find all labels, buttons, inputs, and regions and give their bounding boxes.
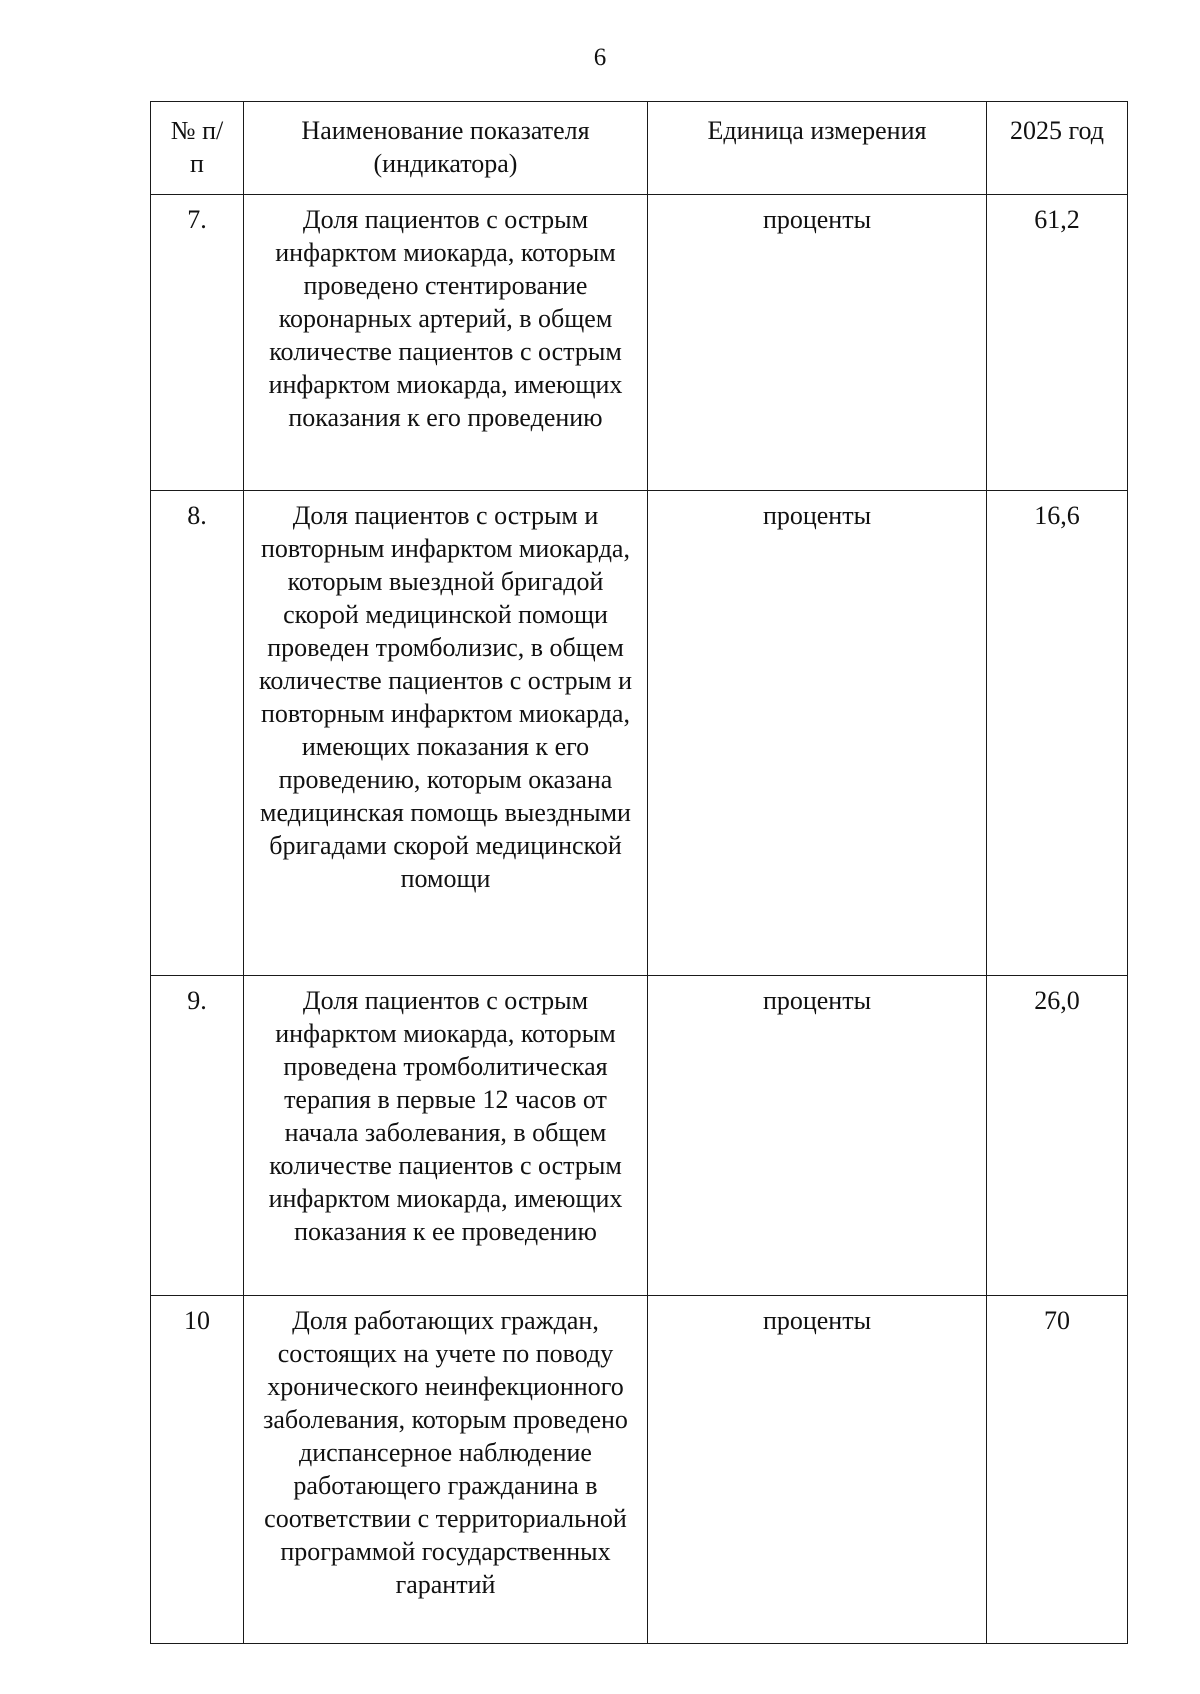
row-num: 8.: [151, 491, 244, 976]
header-year-label: 2025 год: [1010, 116, 1104, 145]
header-unit-label: Единица измерения: [707, 116, 927, 145]
table-row: [151, 1296, 1128, 1644]
row-name-text: Доля работающих граждан, состоящих на учете по поводу хронического неинфекционного заболевания, которым проведено диспансерное наблюдение работающего гражданина в соответствии с территориальной программой государственных гарантий: [263, 1306, 628, 1599]
row-unit: проценты: [648, 491, 987, 976]
header-num: [151, 102, 244, 195]
row-name-text: Доля пациентов с острым инфарктом миокарда, которым проведено стентирование коронарных артерий, в общем количестве пациентов с острым инфарктом миокарда, имеющих показания к его проведению: [268, 205, 623, 432]
header-num-label: № п/п: [170, 116, 224, 178]
row-num: 7.: [151, 195, 244, 491]
row-name: [244, 491, 648, 976]
header-year: [987, 102, 1128, 195]
header-unit: [648, 102, 987, 195]
table-row: [151, 976, 1128, 1296]
header-name: [244, 102, 648, 195]
row-name: [244, 195, 648, 491]
row-name: [244, 976, 648, 1296]
row-name-text: Доля пациентов с острым инфарктом миокарда, которым проведена тромболитическая терапия в первые 12 часов от начала заболевания, в общем количестве пациентов с острым инфарктом миокарда, имеющих показания к ее проведению: [268, 986, 623, 1246]
row-num: 9.: [151, 976, 244, 1296]
row-unit: проценты: [648, 976, 987, 1296]
row-value: 61,2: [987, 195, 1128, 491]
row-unit: проценты: [648, 195, 987, 491]
page-number: 6: [593, 44, 607, 71]
row-value: 26,0: [987, 976, 1128, 1296]
indicators-table: [150, 101, 1128, 1644]
header-name-label: Наименование показателя (индикатора): [301, 116, 590, 178]
row-value: 16,6: [987, 491, 1128, 976]
row-name: [244, 1296, 648, 1644]
row-value: 70: [987, 1296, 1128, 1644]
row-name-text: Доля пациентов с острым и повторным инфарктом миокарда, которым выездной бригадой скорой медицинской помощи проведен тромболизис, в общем количестве пациентов с острым и повторным инфарктом миокарда, имеющих показания к его проведению, которым оказана медицинская помощь выездными бригадами скорой медицинской помощи: [259, 501, 632, 893]
table-header-row: [151, 102, 1128, 195]
table-row: [151, 195, 1128, 491]
table-row: [151, 491, 1128, 976]
row-num: 10: [151, 1296, 244, 1644]
row-unit: проценты: [648, 1296, 987, 1644]
